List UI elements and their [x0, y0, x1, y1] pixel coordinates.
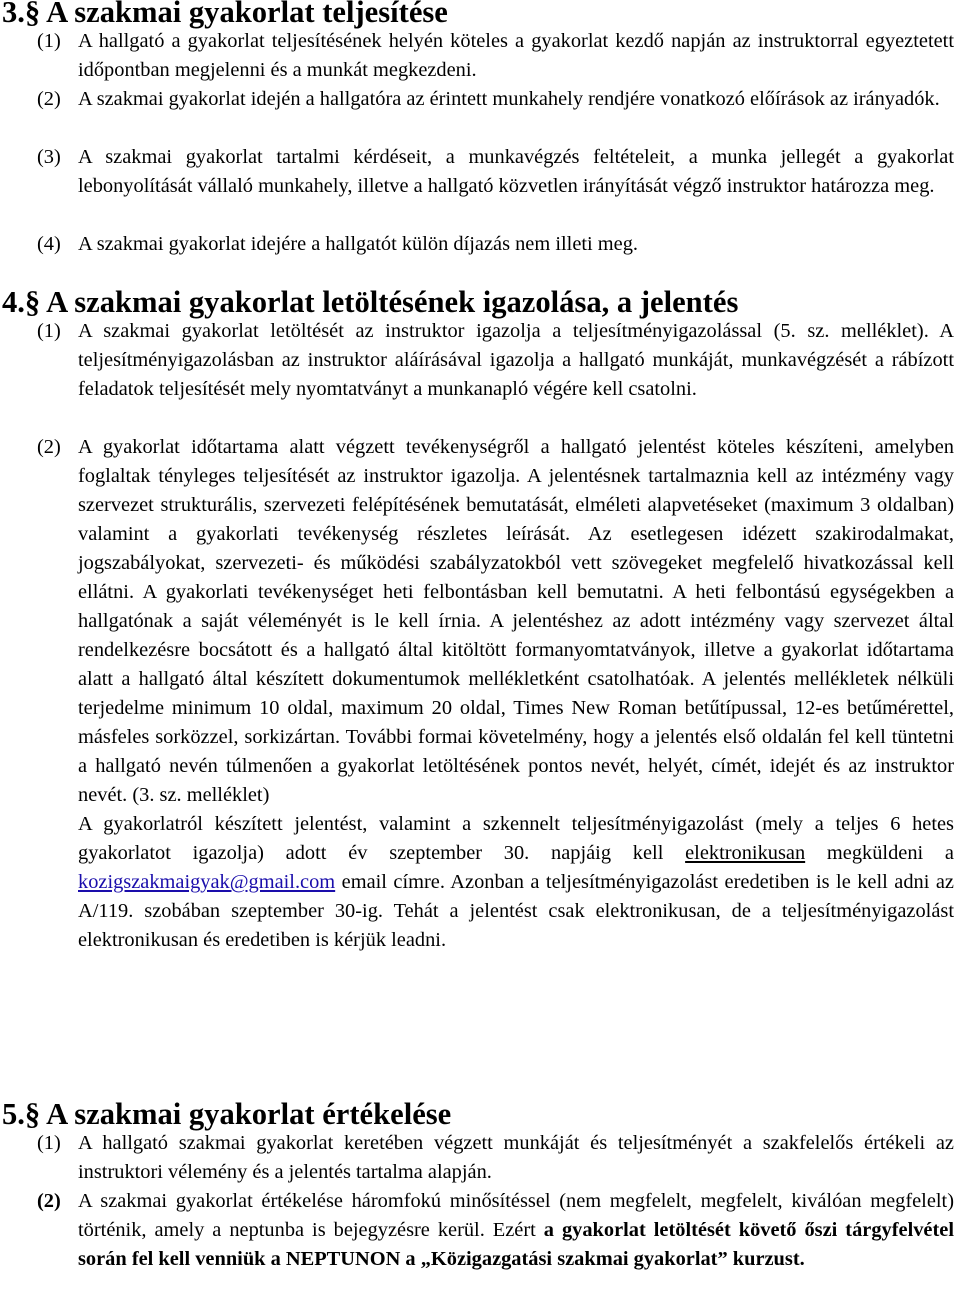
email-link[interactable]: kozigszakmaigyak@gmail.com: [78, 871, 336, 893]
item-text: A szakmai gyakorlat idején a hallgatóra az érintett munkahely rendjére vonatkozó előírások az irányadók.: [78, 88, 940, 110]
item-number: (3): [37, 146, 61, 168]
item-text-wrapper: [78, 1187, 954, 1274]
submission-text-1: A gyakorlatról készített jelentést, valamint a szkennelt teljesítményigazolást (mely a teljes 6 hetes gyakorlatot igazolja) adott év szeptember 30. napjáig kell: [78, 813, 954, 864]
section-5-item-1: [37, 1129, 954, 1187]
item-number: (1): [37, 30, 61, 52]
item-number: (2): [37, 1190, 61, 1212]
section-4-item-2: [37, 433, 954, 955]
section-3-item-1: [37, 27, 954, 85]
item-number: (2): [37, 88, 61, 110]
item-text: A hallgató szakmai gyakorlat keretében végzett munkáját és teljesítményét a szakfelelős értékeli az instruktori vélemény és a jelentés tartalma alapján.: [78, 1132, 954, 1183]
section-5-item-2: [37, 1187, 954, 1274]
submission-text-2: megküldeni a: [826, 842, 954, 864]
item-text: A hallgató a gyakorlat teljesítésének helyén köteles a gyakorlat kezdő napján az instruktorral egyeztetett időpontban megjelenni és a munkát megkezdeni.: [78, 30, 954, 81]
item-bold-text: a gyakorlat letöltését követő őszi tárgyfelvétel során fel kell venniük a NEPTUNON a „Közigazgatási szakmai gyakorlat” kurzust.: [78, 1219, 954, 1270]
item-text: A szakmai gyakorlat idejére a hallgatót külön díjazás nem illeti meg.: [78, 233, 638, 255]
submission-paragraph: [78, 810, 954, 955]
item-text: A szakmai gyakorlat értékelése háromfokú minősítéssel (nem megfelelt, megfelelt, kiválóan megfelelt) történik, amely a neptunba is bejegyzésre kerül. Ezért: [78, 1190, 954, 1241]
section-4-item-1: [37, 317, 954, 404]
item-number: (2): [37, 436, 61, 458]
section-3-item-3: [37, 143, 954, 201]
submission-text-3: email címre. Azonban a teljesítményigazolást eredetiben is le kell adni az A/119. szobában szeptember 30-ig. Tehát a jelentést csak elektronikusan, de a teljesítményigazolást elektronikusan és eredetiben is kérjük leadni.: [78, 871, 954, 951]
section-5-heading: 5.§ A szakmai gyakorlat értékelése: [2, 1097, 452, 1131]
item-number: (1): [37, 1132, 61, 1154]
item-number: (4): [37, 233, 61, 255]
item-text: A szakmai gyakorlat tartalmi kérdéseit, a munkavégzés feltételeit, a munka jellegét a gyakorlat lebonyolítását vállaló munkahely, illetve a hallgató közvetlen irányítását végző instruktor határozza meg.: [78, 146, 954, 197]
section-3-item-2: [37, 85, 954, 114]
item-text: A szakmai gyakorlat letöltését az instruktor igazolja a teljesítményigazolással (5. sz. melléklet). A teljesítményigazolásban az instruktor aláírásával igazolja a hallgató munkáját, munkavégzését a rábízott feladatok teljesítését mely nyomtatványt a munkanapló végére kell csatolni.: [78, 320, 954, 400]
item-text: A gyakorlat időtartama alatt végzett tevékenységről a hallgató jelentést köteles készíteni, amelyben foglaltak tényleges teljesítését az instruktor igazolja. A jelentésnek tartalmaznia kell az intézmény vagy szervezet strukturális, szervezeti felépítésének bemutatását, elméleti alapvetéseket (maximum 3 oldalban) valamint a gyakorlati tevékenység részletes leírását. Az esetlegesen idézett szakirodalmakat, jogszabályokat, szervezeti- és működési szabályzatokból vett szövegeket megfelelő hivatkozással kell ellátni. A gyakorlati tevékenységet heti felbontásban kell bemutatni. A heti felbontású egységekben a hallgatónak a saját véleményét is le kell írnia. A jelentéshez az adott intézmény vagy szervezet által rendelkezésre bocsátott és a hallgató által kitöltött formanyomtatványok, illetve a gyakorlat időtartama alatt a hallgató által készített dokumentumok mellékletként csatolhatóak. A jelentés mellékletek nélküli terjedelme minimum 10 oldal, maximum 20 oldal, Times New Roman betűtípussal, 12-es betűmérettel, másfeles sorközzel, sorkizártan. További formai követelmény, hogy a jelentés első oldalán fel kell tüntetni a hallgató nevén túlmenően a gyakorlat letöltésének pontos nevét, helyét, címét, idejét és az instruktor nevét. (3. sz. melléklet): [78, 436, 954, 806]
section-4-heading: 4.§ A szakmai gyakorlat letöltésének igazolása, a jelentés: [2, 285, 739, 319]
item-number: (1): [37, 320, 61, 342]
section-3-item-4: [37, 230, 954, 259]
section-3-heading: 3.§ A szakmai gyakorlat teljesítése: [2, 0, 448, 29]
underlined-electronically: elektronikusan: [685, 842, 806, 864]
